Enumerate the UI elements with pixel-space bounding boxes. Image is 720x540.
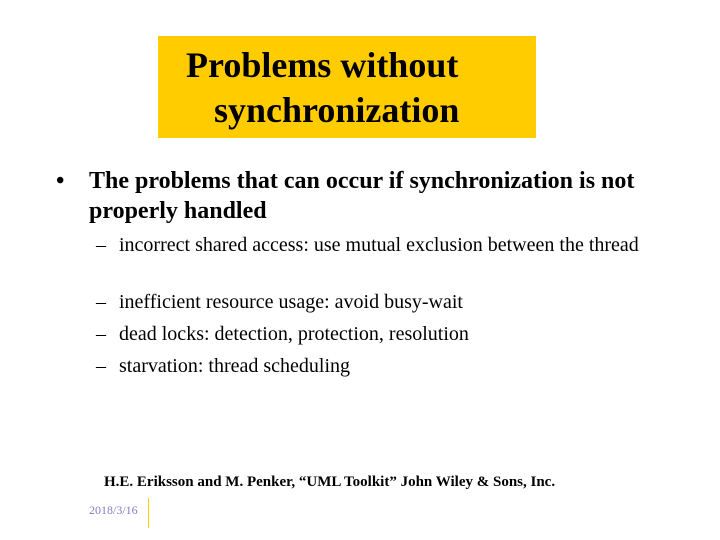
slide-title-line-2: synchronization — [214, 90, 460, 130]
slide-date: 2018/3/16 — [89, 503, 138, 517]
dash-icon: – — [96, 234, 106, 256]
sub-bullet-text: starvation: thread scheduling — [119, 355, 351, 377]
sub-bullet-text: inefficient resource usage: avoid busy-wait — [119, 291, 463, 313]
title-box — [158, 36, 536, 138]
citation: H.E. Eriksson and M. Penker, “UML Toolkit” John Wiley & Sons, Inc. — [104, 474, 556, 490]
footer-divider — [148, 498, 149, 528]
dash-icon: – — [96, 323, 106, 345]
dash-icon: – — [96, 355, 106, 377]
dash-icon: – — [96, 291, 106, 313]
sub-bullet-text: dead locks: detection, protection, resolution — [119, 323, 469, 345]
main-bullet-text: The problems that can occur if synchronization is not properly handled — [89, 168, 635, 224]
slide-title-line-1: Problems without — [186, 45, 459, 85]
bullet-icon: • — [56, 168, 65, 194]
sub-bullet-text: incorrect shared access: use mutual exclusion between the thread — [119, 234, 639, 256]
